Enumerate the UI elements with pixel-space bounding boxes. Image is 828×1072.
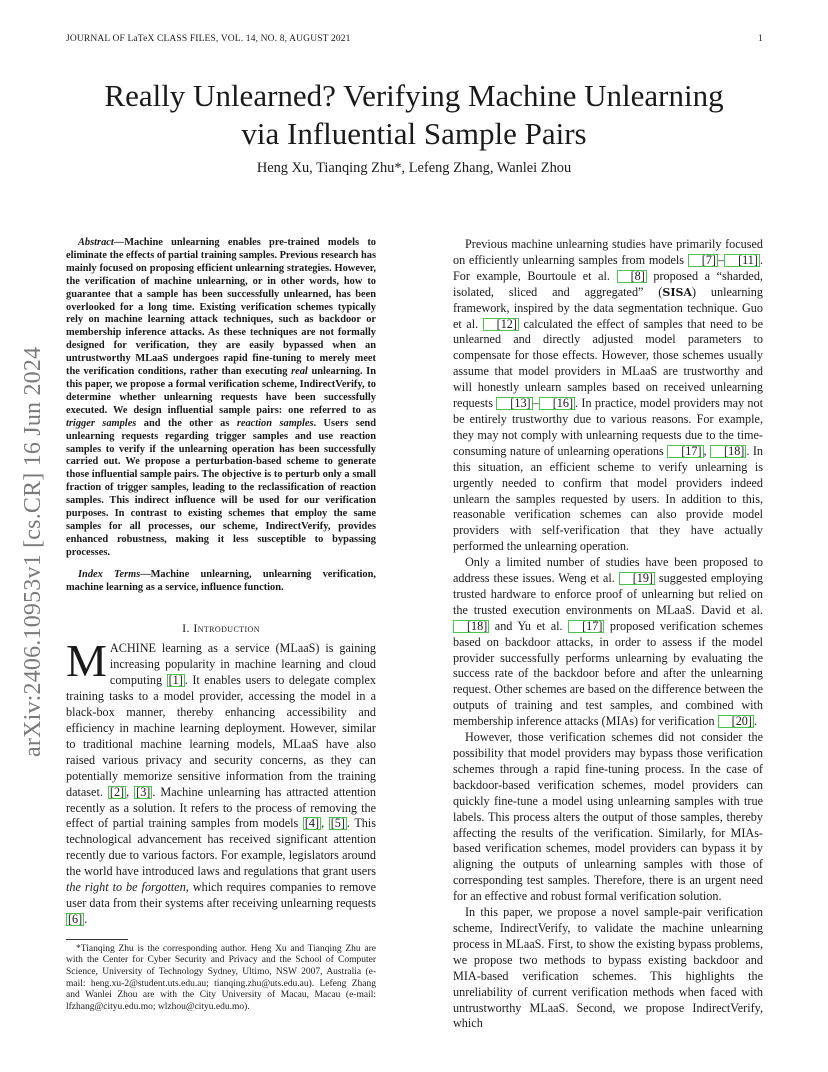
index-terms-label: Index Terms: [78, 568, 141, 580]
drop-cap: M: [66, 635, 107, 687]
index-terms: Index Terms—Machine unlearning, unlearning verification, machine learning as a service, influence function.: [66, 568, 376, 593]
body-paragraph: Previous machine unlearning studies have primarily focused on efficiently unlearning samples from models [7] – [11] . For example, Bourtoule et al. [8] proposed a “sharded, isolated, sliced and aggregated” (SISA) unlearning framework, inspired by the data segmentation technique. Guo et al. [12] calculated the effect of samples that need to be unlearned and directly adjusted model parameters to compensate for those effects. However, those schemes usually assume that model providers in MLaaS are trustworthy and will honestly unlearn samples based on received unlearning requests [13] – [16] . In practice, model providers may not be entirely trustworthy due to various reasons. For example, they may not comply with unlearning requests due to the time-consuming nature of unlearning operations [17] , [18] . In this situation, an efficient scheme to verify unlearning is urgently needed to confirm that model providers indeed unlearn the samples requested by users. In addition to this, reasonable verification schemes can also provide model providers with self-verification that they have actually performed the unlearning operation.: [453, 237, 764, 554]
emphasis-trigger: trigger samples: [66, 417, 137, 429]
title-line-1: Really Unlearned? Verifying Machine Unlearning: [104, 78, 724, 113]
citation-link[interactable]: [20]: [718, 715, 754, 728]
arxiv-identifier[interactable]: arXiv:2406.10953v1 [cs.CR] 16 Jun 2024: [20, 346, 46, 757]
body-paragraph: However, those verification schemes did not consider the possibility that model providers may bypass those verification schemes through a rapid fine-tuning process. In the case of backdoor-based verification schemes, model providers can quickly fine-tune a model using unlearning samples with true labels. This process alters the output of those samples, thereby affecting the results of the verification. Similarly, for MIAs-based verification schemes, model providers can bypass it by aligning the outputs of unlearning samples with those of corresponding test samples. Therefore, there is an urgent need for an effective and robust formal verification solution.: [453, 730, 763, 904]
citation-link[interactable]: [1]: [168, 673, 183, 688]
citation-link[interactable]: [19]: [619, 572, 655, 585]
section-heading-introduction: I. Introduction: [182, 621, 260, 636]
citation-link[interactable]: [8]: [617, 270, 647, 283]
sisa-acronym: SISA: [662, 285, 692, 299]
citation-link[interactable]: [13]: [496, 397, 532, 410]
paper-title: [30, 77, 798, 153]
title-line-2: via Influential Sample Pairs: [241, 116, 587, 151]
abstract-label: Abstract: [78, 237, 114, 248]
page-number: 1: [758, 34, 763, 44]
journal-name: JOURNAL OF LaTeX CLASS FILES, VOL. 14, NO. 8, AUGUST 2021: [66, 34, 351, 44]
citation-link[interactable]: [3]: [136, 784, 151, 799]
body-paragraph: Only a limited number of studies have been proposed to address these issues. Weng et al. [19] suggested employing trusted hardware to enforce proof of unlearning but relied on the trusted execution environments on MLaaS. David et al. [18] and Yu et al. [17] proposed verification schemes based on backdoor attacks, in order to assess if the model provider successfully performs unlearning by evaluating the success rate of the backdoor before and after the unlearning request. Other schemes are based on the difference between the outputs of training and test samples, and combined with membership inference attacks (MIAs) for verification [20] .: [453, 555, 764, 729]
citation-link[interactable]: [17]: [568, 620, 604, 633]
citation-link[interactable]: [16]: [539, 397, 575, 410]
citation-link[interactable]: [7]: [688, 254, 718, 267]
citation-link[interactable]: [18]: [453, 620, 489, 633]
citation-link[interactable]: [5]: [330, 816, 345, 831]
emphasis-right-to-be-forgotten: the right to be forgotten: [66, 880, 186, 895]
intro-paragraph: MACHINE learning as a service (MLaaS) is gaining increasing popularity in machine learning and cloud computing [1] . It enables users to delegate complex training tasks to a model provider, accessing the model in a black-box manner, thereby enhancing accessibility and efficiency in machine learning deployment. However, similar to traditional machine learning models, MLaaS have also raised various privacy and security concerns, as they can potentially memorize sensitive information from the training dataset. [2] , [3] . Machine unlearning has attracted attention recently as a solution. It refers to the process of removing the effect of partial training samples from models [4] , [5] . This technological advancement has received significant attention recently due to various factors. For example, legislators around the world have introduced laws and regulations that grant users the right to be forgotten, which requires companies to remove user data from their systems after receiving unlearning requests [6] .: [66, 635, 376, 926]
footnote: *Tianqing Zhu is the corresponding author. Heng Xu and Tianqing Zhu are with the Center for Cyber Security and Privacy and the School of Computer Science, University of Technology Sydney, Ultimo, NSW 2007, Australia (e-mail: heng.xu-2@student.uts.edu.au; tianqing.zhu@uts.edu.au). Lefeng Zhang and Wanlei Zhou are with the City University of Macau, Macau (e-mail: lfzhang@cityu.edu.mo; wlzhou@cityu.edu.mo).: [66, 943, 376, 1012]
abstract: Abstract—Machine unlearning enables pre-trained models to eliminate the effects of partial training samples. Previous research has mainly focused on proposing efficient unlearning strategies. However, the verification of machine unlearning, or in other words, how to guarantee that a sample has been successfully unlearned, has been overlooked for a long time. Existing verification schemes typically rely on machine learning attack techniques, such as backdoor or membership inference attacks. As these techniques are not formally designed for verification, they are easily bypassed when an untrustworthy MLaaS undergoes rapid fine-tuning to merely meet the verification conditions, rather than executing real unlearning. In this paper, we propose a formal verification scheme, IndirectVerify, to determine whether unlearning requests have been successfully executed. We design influential sample pairs: one referred to as trigger samples and the other as reaction samples. Users send unlearning requests regarding trigger samples and use reaction samples to verify if the unlearning operation has been successfully carried out. We propose a perturbation-based scheme to generate those influential sample pairs. The objective is to perturb only a small fraction of trigger samples, leading to the reclassification of reaction samples. This indirect influence will be used for our verification purposes. In contrast to existing schemes that employ the same samples for all processes, our scheme, IndirectVerify, provides enhanced robustness, making it less susceptible to bypassing processes.: [66, 237, 376, 558]
author-list: Heng Xu, Tianqing Zhu*, Lefeng Zhang, Wanlei Zhou: [256, 160, 572, 176]
footnote-divider: [66, 939, 128, 940]
emphasis-real: real: [291, 366, 308, 378]
right-column: [453, 237, 763, 1032]
citation-link[interactable]: [17]: [667, 445, 703, 458]
citation-link[interactable]: [4]: [304, 816, 320, 831]
running-header: [66, 34, 763, 44]
body-paragraph: In this paper, we propose a novel sample-pair verification scheme, IndirectVerify, to validate the machine unlearning process in MLaaS. First, to show the existing bypass problems, we propose two methods to bypass existing backdoor and MIA-based verification schemes. This highlights the unreliability of current verification methods when faced with untrustworthy MLaaS. Second, we propose IndirectVerify, which: [453, 905, 763, 1031]
citation-link[interactable]: [18]: [710, 445, 746, 458]
emphasis-reaction: reaction samples: [236, 417, 314, 429]
citation-link[interactable]: [12]: [483, 318, 519, 331]
left-column: [66, 237, 376, 1013]
citation-link[interactable]: [11]: [724, 254, 760, 267]
citation-link[interactable]: [2]: [109, 784, 125, 799]
citation-link[interactable]: [6]: [68, 911, 83, 926]
